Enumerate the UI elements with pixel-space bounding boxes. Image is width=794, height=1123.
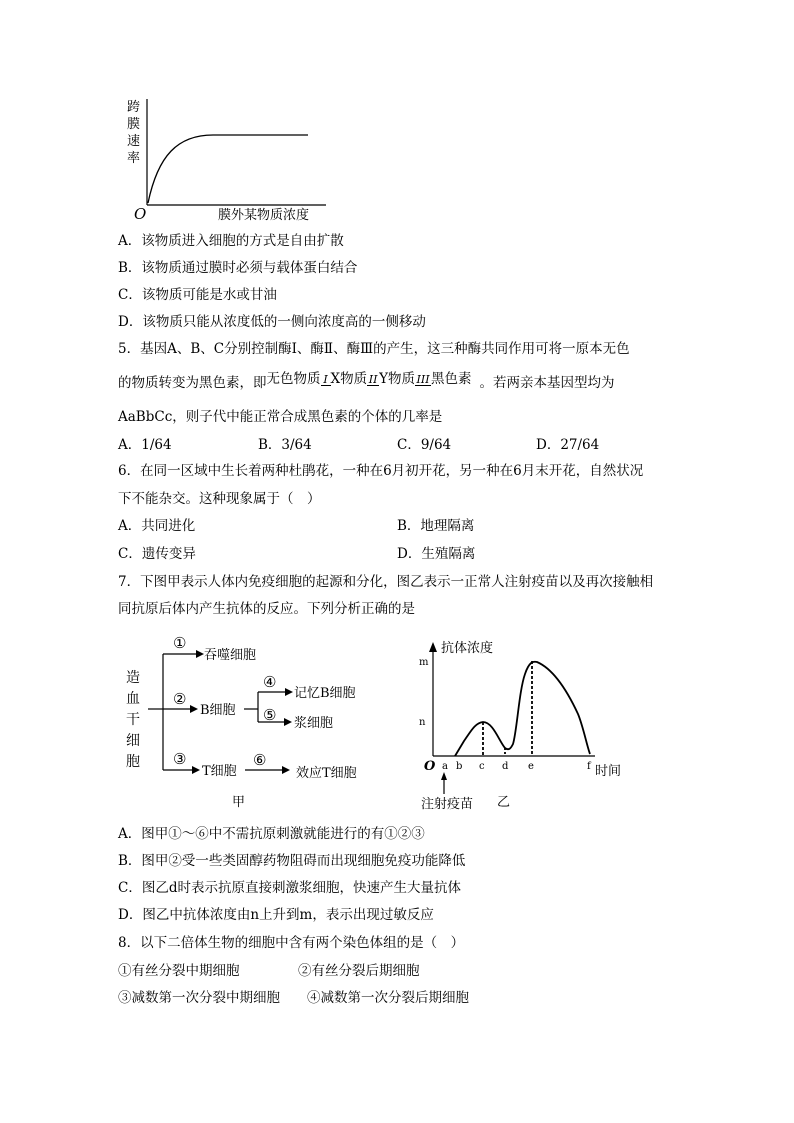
yi-antibody-curve — [455, 662, 590, 756]
jia-phagocyte: 吞噬细胞 — [204, 648, 257, 663]
jia-step-2: ② — [173, 690, 187, 708]
q5-stem-line1: 5．基因A、B、C分别控制酶Ⅰ、酶Ⅱ、酶Ⅲ的产生，这三种酶共同作用可将一原本无色 — [118, 341, 630, 357]
pathway-substance: 无色物质 — [266, 371, 321, 387]
yi-tick-c: c — [479, 761, 485, 772]
arrow-head — [190, 705, 198, 713]
q4-y-label-char: 率 — [127, 151, 141, 166]
q7-option-a: A．图甲①～⑥中不需抗原刺激就能进行的有①②③ — [118, 826, 425, 842]
yi-tick-a: a — [442, 761, 448, 772]
jia-source-char: 造 — [126, 670, 140, 686]
pathway-substance: X物质 — [330, 371, 368, 387]
jia-step-1: ① — [173, 634, 187, 652]
jia-caption: 甲 — [232, 795, 246, 810]
q5-option-c: C．9/64 — [397, 437, 452, 453]
q7-option-c: C．图乙d时表示抗原直接刺激浆细胞，快速产生大量抗体 — [118, 880, 461, 896]
q8-item-4: ④减数第一次分裂后期细胞 — [307, 990, 469, 1006]
q6-stem-line2: 下不能杂交。这种现象属于（ ） — [118, 491, 321, 507]
q5-stem-line3: AaBbCc，则子代中能正常合成黑色素的个体的几率是 — [118, 409, 443, 425]
q5-line2-prefix: 的物质转变为黑色素，即 — [118, 375, 267, 391]
yi-tick-m: m — [419, 657, 429, 668]
yi-y-title: 抗体浓度 — [441, 641, 494, 656]
q4-curve — [148, 135, 308, 203]
q5-option-b: B．3/64 — [258, 437, 312, 453]
yi-tick-f: f — [587, 761, 591, 772]
q7-option-b: B．图甲②受一些类固醇药物阻碍而出现细胞免疫功能降低 — [118, 853, 466, 869]
q6-option-d: D．生殖隔离 — [397, 546, 476, 562]
q7-option-d: D．图乙中抗体浓度由n上升到m，表示出现过敏反应 — [118, 907, 434, 923]
q5-option-a: A．1/64 — [118, 437, 172, 453]
jia-source-char: 血 — [126, 691, 140, 707]
pathway-arrow — [415, 374, 431, 386]
yi-tick-b: b — [456, 761, 463, 772]
q4-y-label-char: 跨 — [127, 100, 141, 115]
q7-figure-yi — [415, 636, 635, 816]
jia-source-char: 干 — [126, 712, 140, 728]
jia-source-char: 胞 — [126, 754, 140, 770]
q5-option-d: D．27/64 — [536, 437, 600, 453]
q6-option-c: C．遗传变异 — [118, 546, 196, 562]
jia-memory: 记忆B细胞 — [294, 686, 356, 701]
jia-step-5: ⑤ — [263, 706, 277, 724]
q5-stem-line2 — [118, 371, 615, 392]
q7-stem-line2: 同抗原后体内产生抗体的反应。下列分析正确的是 — [118, 601, 415, 617]
q4-origin: O — [134, 205, 147, 223]
q8-item-2: ②有丝分裂后期细胞 — [298, 963, 420, 979]
q7-figure-jia — [118, 630, 388, 815]
q4-graph — [118, 95, 338, 225]
q4-y-label-char: 速 — [127, 134, 141, 149]
pathway-arrow — [367, 374, 379, 386]
arrow-head — [429, 642, 437, 652]
q4-y-label-char: 膜 — [127, 117, 141, 132]
q4-option-b: B．该物质通过膜时必须与载体蛋白结合 — [118, 260, 358, 276]
q4-option-a: A．该物质进入细胞的方式是自由扩散 — [118, 233, 344, 249]
pathway-enzyme-3: III — [416, 373, 430, 386]
q6-stem-line1: 6．在同一区域中生长着两种杜鹃花，一种在6月初开花，另一种在6月末开花，自然状况 — [118, 463, 644, 479]
arrow-head — [441, 772, 447, 780]
pathway-substance: 黑色素 — [431, 371, 472, 387]
pathway-substance: Y物质 — [379, 371, 416, 387]
arrow-head — [196, 650, 204, 658]
yi-tick-d: d — [502, 761, 509, 772]
q8-stem: 8．以下二倍体生物的细胞中含有两个染色体组的是（ ） — [118, 935, 465, 951]
yi-tick-n: n — [419, 717, 426, 728]
q6-option-a: A．共同进化 — [118, 518, 196, 534]
q5-line2-suffix: 。若两亲本基因型均为 — [479, 375, 615, 391]
q8-item-3: ③减数第一次分裂中期细胞 — [118, 990, 280, 1006]
q4-x-label: 膜外某物质浓度 — [218, 208, 310, 223]
jia-step-6: ⑥ — [253, 751, 267, 769]
jia-step-3: ③ — [173, 750, 187, 768]
yi-origin: O — [424, 759, 436, 774]
q6-option-b: B．地理隔离 — [397, 518, 475, 534]
jia-tcell: T细胞 — [202, 764, 237, 779]
jia-bcell: B细胞 — [200, 703, 236, 718]
yi-inject-label: 注射疫苗 — [421, 797, 474, 812]
yi-tick-e: e — [528, 761, 534, 772]
q7-stem-line1: 7．下图甲表示人体内免疫细胞的起源和分化，图乙表示一正常人注射疫苗以及再次接触相 — [118, 574, 654, 590]
q5-pathway — [267, 370, 472, 388]
arrow-head — [284, 718, 292, 726]
jia-plasma: 浆细胞 — [294, 716, 334, 731]
arrow-head — [282, 766, 290, 774]
pathway-enzyme-2: II — [368, 373, 378, 386]
arrow-head — [192, 766, 200, 774]
jia-step-4: ④ — [263, 673, 277, 691]
pathway-arrow — [321, 374, 331, 386]
pathway-enzyme-1: I — [323, 373, 328, 386]
jia-source-char: 细 — [126, 733, 140, 749]
yi-x-title: 时间 — [595, 764, 622, 779]
jia-effector: 效应T细胞 — [296, 766, 357, 781]
q8-item-1: ①有丝分裂中期细胞 — [118, 963, 240, 979]
arrow-head — [285, 688, 293, 696]
q4-option-d: D．该物质只能从浓度低的一侧向浓度高的一侧移动 — [118, 314, 426, 330]
yi-caption: 乙 — [497, 795, 511, 810]
q4-option-c: C．该物质可能是水或甘油 — [118, 287, 277, 303]
